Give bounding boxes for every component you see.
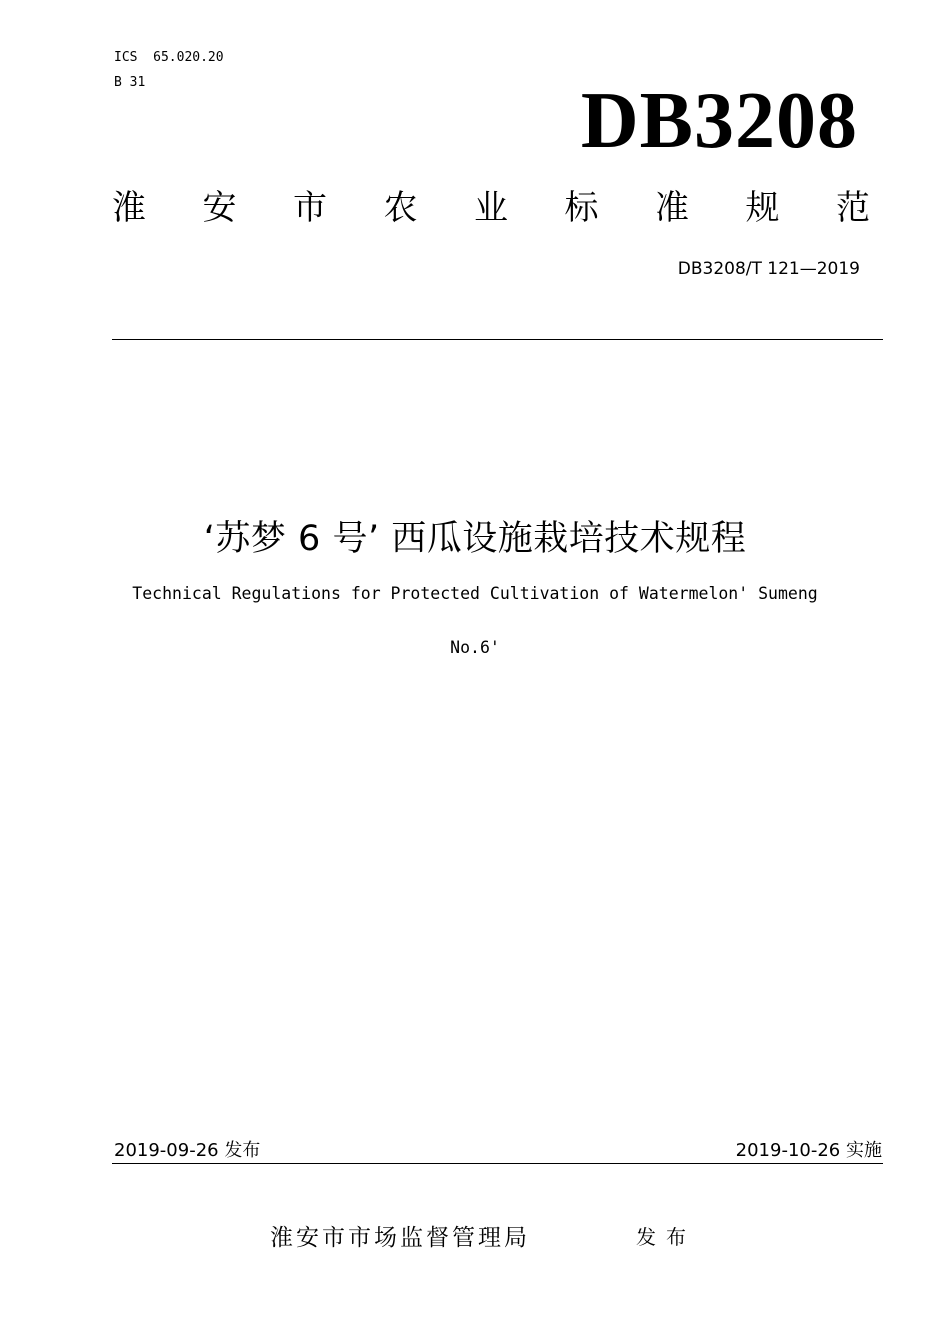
standard-title-char: 范 — [836, 188, 870, 228]
standard-title-char: 淮 — [112, 188, 146, 228]
standard-title-char: 准 — [655, 188, 689, 228]
ccs-code: B 31 — [114, 75, 146, 90]
standard-title-char: 农 — [383, 188, 418, 228]
db-code-heading: DB3208 — [580, 77, 858, 165]
document-title-en-line2: No.6' — [450, 638, 500, 657]
publisher-name: 淮安市市场监督管理局 — [270, 1225, 530, 1251]
top-divider — [112, 339, 883, 340]
standard-title-char: 规 — [745, 188, 780, 228]
publish-label: 发布 — [636, 1225, 696, 1249]
document-title-cn: ‘苏梦 6 号’ 西瓜设施栽培技术规程 — [203, 519, 747, 559]
implementation-date: 2019-10-26 实施 — [735, 1140, 882, 1161]
standard-title-char: 业 — [474, 188, 508, 228]
ics-code: ICS 65.020.20 — [114, 50, 224, 65]
standard-title-char: 市 — [293, 188, 327, 228]
bottom-divider — [112, 1163, 883, 1164]
issue-date: 2019-09-26 发布 — [114, 1140, 261, 1161]
standard-title — [112, 184, 870, 232]
standard-title-char: 安 — [202, 188, 237, 228]
standard-title-char: 标 — [564, 188, 599, 228]
document-title-en-line1: Technical Regulations for Protected Cultivation of Watermelon' Sumeng — [132, 584, 818, 603]
standard-number: DB3208/T 121—2019 — [677, 259, 860, 279]
